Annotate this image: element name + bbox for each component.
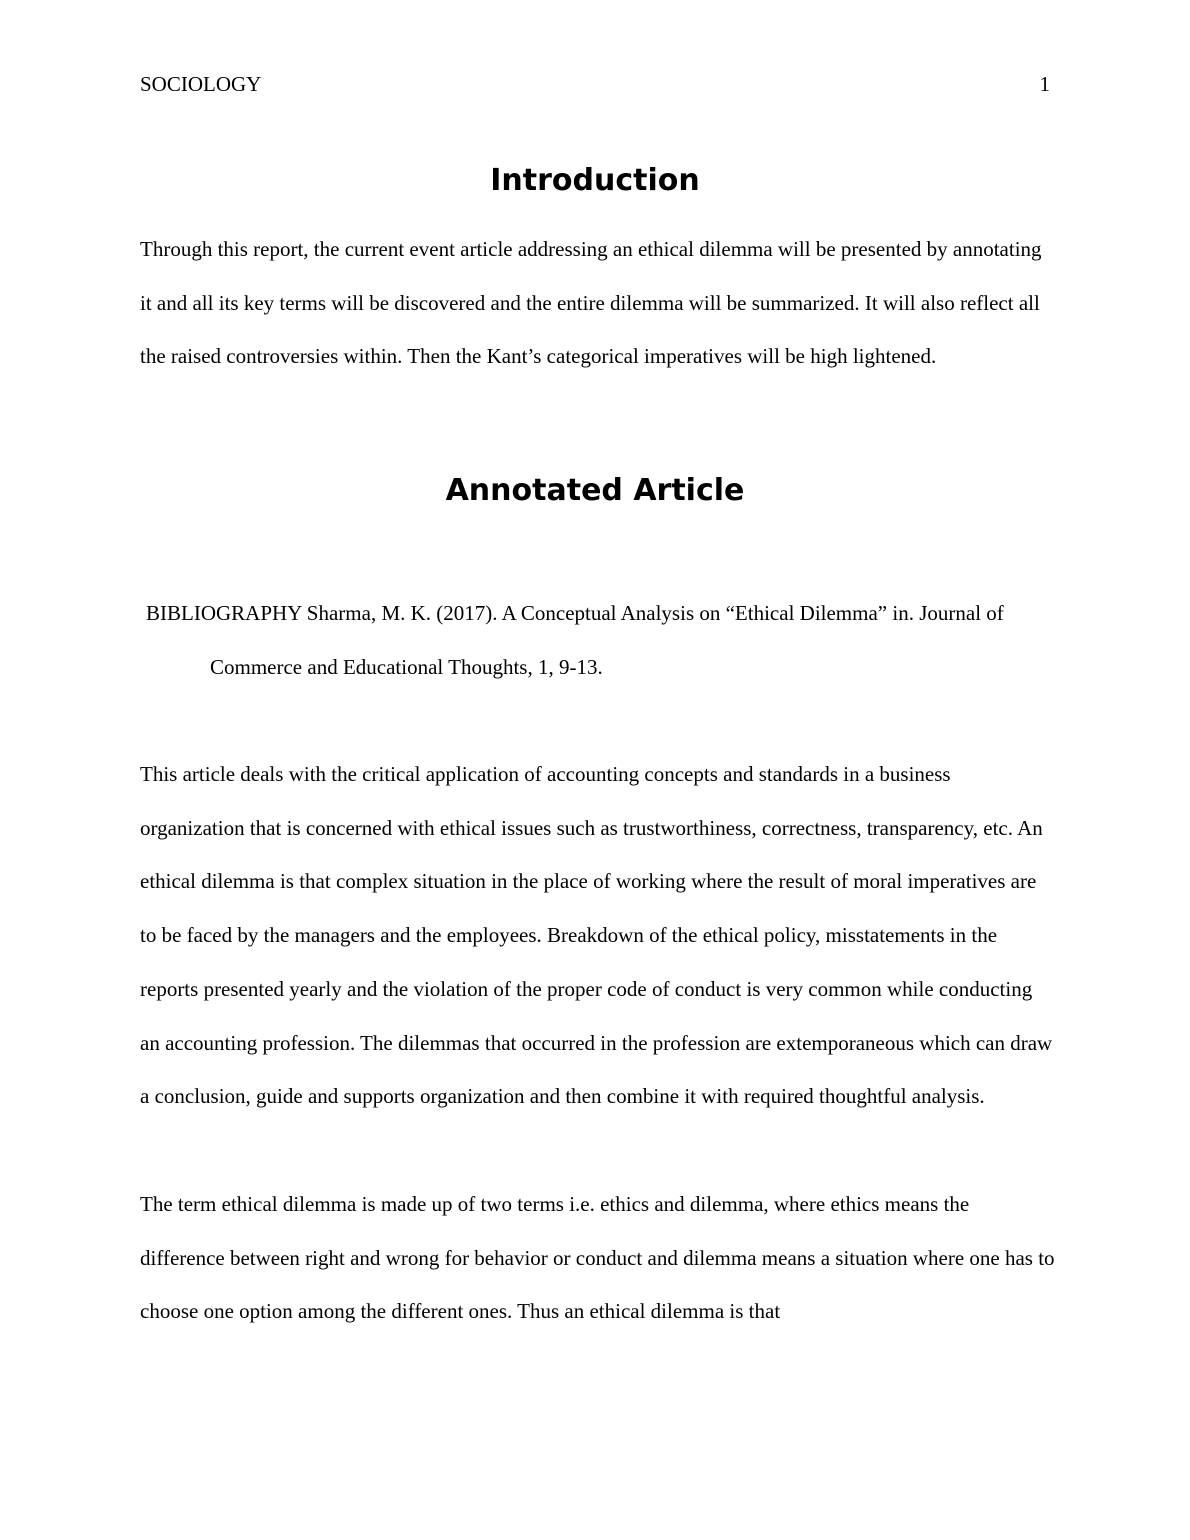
introduction-paragraph: Through this report, the current event article addressing an ethical dilemma will be presented by annotating it and all its key terms will be discovered and the entire dilemma will be summarized. It will also reflect all the raised controversies within. Then the Kant’s categorical imperatives will be high lightened. bbox=[140, 237, 1042, 369]
annotated-article-heading: Annotated Article bbox=[445, 473, 745, 508]
article-paragraph-1: This article deals with the critical application of accounting concepts and standards in a business organization that is concerned with ethical issues such as trustworthiness, correctness, transparency, etc. An ethical dilemma is that complex situation in the place of working where the result of moral imperatives are to be faced by the managers and the employees. Breakdown of the ethical policy, misstatements in the reports presented yearly and the violation of the proper code of conduct is very common while conducting an accounting profession. The dilemmas that occurred in the profession are extemporaneous which can draw a conclusion, guide and supports organization and then combine it with required thoughtful analysis. bbox=[140, 762, 1053, 1109]
bibliography-entry: BIBLIOGRAPHY Sharma, M. K. (2017). A Conceptual Analysis on “Ethical Dilemma” in. Journal of Commerce and Educational Thoughts, 1, 9-13. bbox=[146, 601, 1004, 679]
article-paragraph-2: The term ethical dilemma is made up of two terms i.e. ethics and dilemma, where ethics means the difference between right and wrong for behavior or conduct and dilemma means a situation where one has to choose one option among the different ones. Thus an ethical dilemma is that bbox=[140, 1192, 1055, 1324]
introduction-heading: Introduction bbox=[490, 163, 700, 198]
running-head: SOCIOLOGY bbox=[140, 72, 262, 96]
page-number: 1 bbox=[1039, 72, 1050, 96]
